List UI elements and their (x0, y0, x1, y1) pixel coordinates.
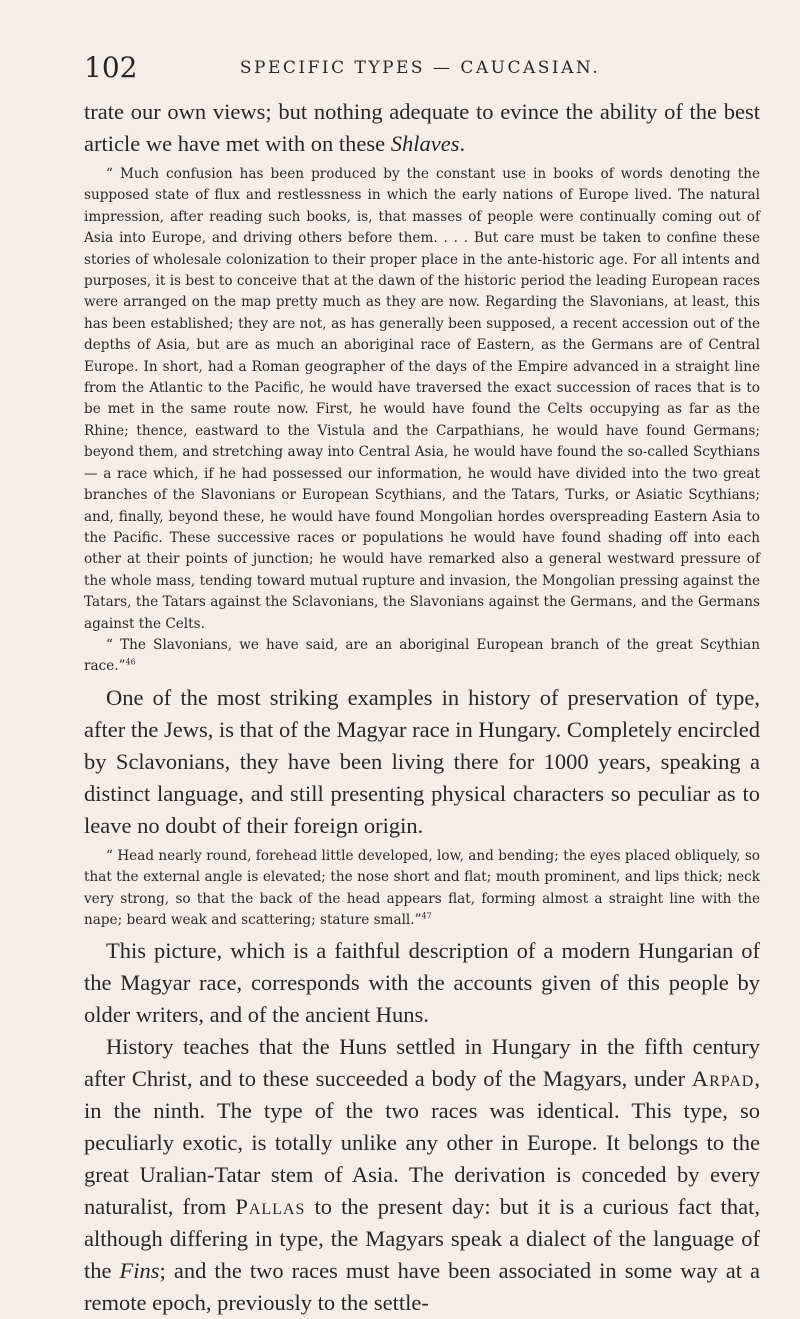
page-header (84, 48, 716, 88)
text-run: “ Head nearly round, forehead little developed, low, and bending; the eyes placed obliquely, so that the external angle is elevated; the nose short and flat; mouth prominent, and lips thick; neck very strong, so that the back of the head appears flat, forming almost a straight line with the nape; beard weak and scattering; stature small.” (84, 847, 760, 928)
text-run: “ The Slavonians, we have said, are an aboriginal European branch of the great Scythian race.” (84, 636, 760, 675)
name-arpad: Arpad (691, 1066, 755, 1092)
text-run: History teaches that the Huns settled in Hungary in the fifth century after Christ, and to these succeeded a body of the Magyars, under (84, 1034, 760, 1092)
text-run: trate our own views; but nothing adequate to evince the ability of the best article we have met with on these (84, 99, 760, 156)
text-run: , in the ninth. The type of the two races was identical. This type, so peculiarly exotic, is totally unlike any other in Europe. It belongs to the great Uralian-Tatar stem of Asia. The derivation is conceded by every naturalist, from (84, 1066, 760, 1220)
page-body (84, 96, 760, 1319)
text-run: to the present day: but it is a curious fact that, although differing in type, the Magyars speak a dialect of the language of the (84, 1194, 761, 1284)
block-quote-head (84, 846, 760, 932)
paragraph-picture: This picture, which is a faithful description of a modern Hungarian of the Magyar race, corresponds with the accounts given of this people by older writers, and of the ancient Huns. (84, 938, 760, 1028)
paragraph-magyar: One of the most striking examples in history of preservation of type, after the Jews, is that of the Magyar race in Hungary. Completely encircled by Sclavonians, they have been living there for 1000 years, speaking a distinct language, and still presenting physical characters so peculiar as to leave no doubt of their foreign origin. (84, 684, 760, 838)
text-run: . (459, 131, 466, 156)
running-head: SPECIFIC TYPES — CAUCASIAN. (239, 58, 601, 78)
text-run: ; and the two races must have been associated in some way at a remote epoch, previously to the settle- (84, 1258, 760, 1316)
footnote-ref: 46 (125, 657, 136, 667)
paragraph-continuation (84, 96, 760, 160)
footnote-ref: 47 (421, 911, 432, 921)
quote-paragraph (84, 635, 760, 678)
italic-term-fins: Fins (119, 1258, 160, 1284)
paragraph-history (84, 1031, 760, 1319)
quote-paragraph (84, 846, 760, 932)
italic-term-shlaves: Shlaves (390, 131, 460, 156)
name-pallas: Pallas (235, 1194, 306, 1220)
quote-paragraph: “ Much confusion has been produced by the constant use in books of words denoting the supposed state of flux and restlessness in which the early nations of Europe lived. The natural impression, after reading such books, is, that masses of people were continually coming out of Asia into Europe, and driving others before them. . . . But care must be taken to confine these stories of wholesale colonization to their proper place in the ante-historic age. For all intents and purposes, it is best to conceive that at the dawn of the historic period the leading European races were arranged on the map pretty much as they are now. Regarding the Slavonians, at least, this has been established; they are not, as has generally been supposed, a recent accession out of the depths of Asia, but are as much an aboriginal race of Eastern, as the Germans are of Central Europe. In short, had a Roman geographer of the days of the Empire advanced in a straight line from the Atlantic to the Pacific, he would have traversed the exact succession of races that is to be met in the same route now. First, he would have found the Celts occupying as far as the Rhine; thence, eastward to the Vistula and the Carpathians, he would have found Germans; beyond them, and stretching away into Central Asia, he would have found the so-called Scythians — a race which, if he had possessed our information, he would have divided into the two great branches of the Slavonians or European Scythians, and the Tatars, Turks, or Asiatic Scythians; and, finally, beyond these, he would have found Mongolian hordes overspreading Eastern Asia to the Pacific. These successive races or populations he would have found shading off into each other at their points of junction; he would have remarked also a general westward pressure of the whole mass, tending toward mutual rupture and invasion, the Mongolian pressing against the Tatars, the Tatars against the Sclavonians, the Slavonians against the Germans, and the Germans against the Celts. (84, 166, 760, 632)
page-number: 102 (84, 51, 138, 84)
block-quote-slavonians (84, 164, 760, 678)
